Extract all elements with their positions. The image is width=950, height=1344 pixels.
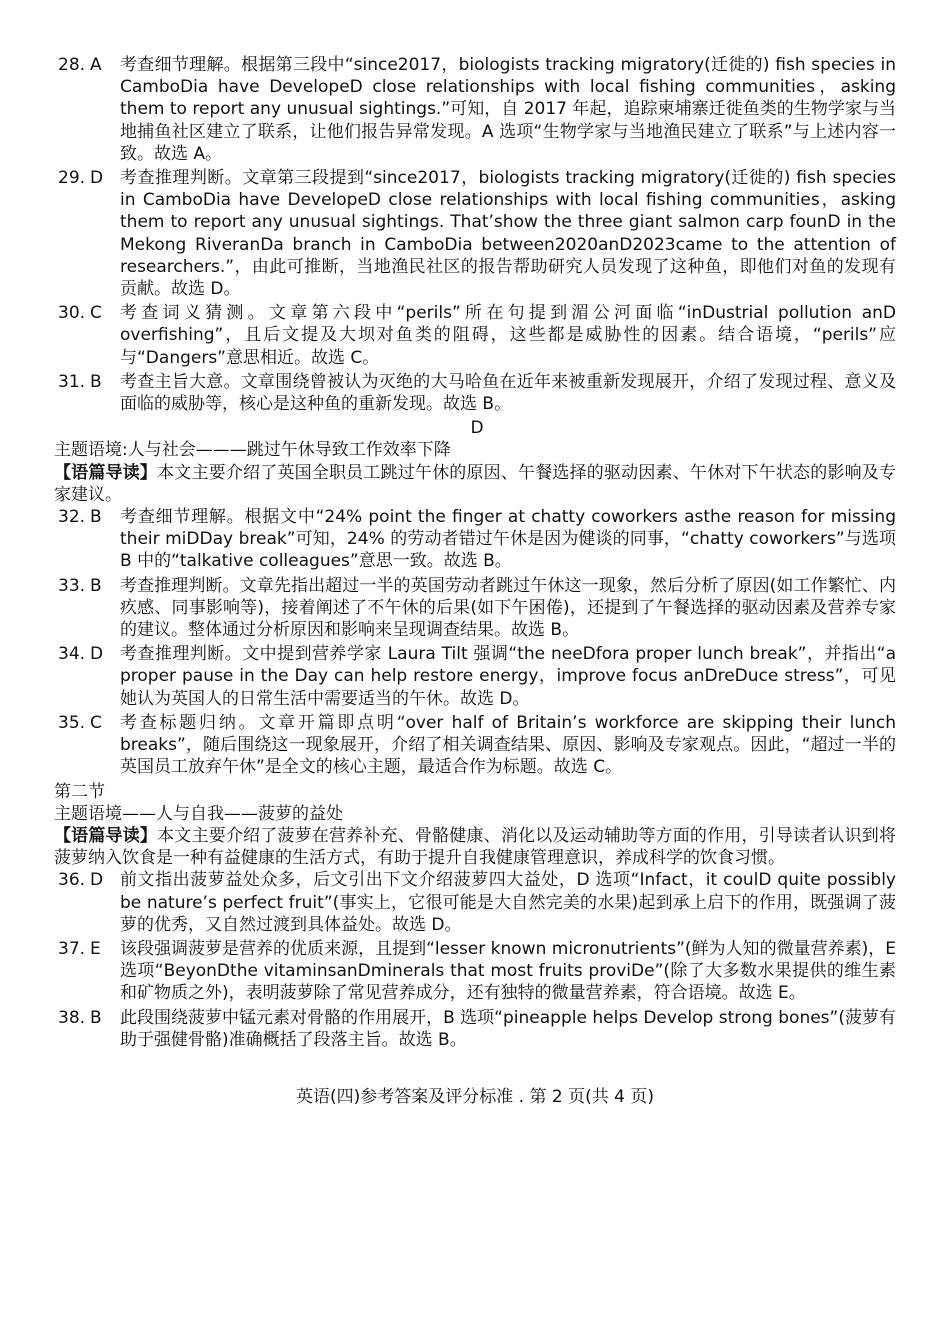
answer-item-36 xyxy=(58,869,896,936)
explanation-text: 考查词义猜测。文章第六段中“perils”所在句提到湄公河面临“inDustrial pollution anD overfishing”，且后文提及大坝对鱼类的阻碍，这些都是威胁性的因素。结合语境，“perils”应与“Dangers”意思相近。故选 C。 xyxy=(120,303,896,368)
answer-item-37 xyxy=(58,938,896,1005)
answer-item-38 xyxy=(58,1007,896,1051)
answer-item-33 xyxy=(58,575,896,642)
answer-sheet xyxy=(54,54,896,1053)
question-number: 32. xyxy=(58,507,86,528)
explanation-text: 该段强调菠萝是营养的优质来源，且提到“lesser known micronutrients”(鲜为人知的微量营养素)，E 选项“BeyonDthe vitaminsanDminerals that most fruits proviDe”(除了大多数水果提供的维生素和矿物质之外)，表明菠萝除了常见营养成分，还有独特的微量营养素，符合语境。故选 E。 xyxy=(120,938,896,1004)
guide-text: 本文主要介绍了菠萝在营养补充、骨骼健康、消化以及运动辅助等方面的作用，引导读者认识到将菠萝纳入饮食是一种有益健康的生活方式，有助于提升自我健康管理意识，养成科学的饮食习惯。 xyxy=(54,825,896,869)
explanation-text: 考查标题归纳。文章开篇即点明“over half of Britain’s workforce are skipping their lunch breaks”，随后围绕这一现象展开，介绍了相关调查结果、原因、影响及专家观点。因此，“超过一半的英国员工放弃午休”是全文的核心主题，最适合作为标题。故选 C。 xyxy=(120,712,896,778)
question-number: 29. xyxy=(58,168,86,189)
question-number: 35. xyxy=(58,712,86,733)
question-number: 28. xyxy=(58,55,86,75)
question-number: 33. xyxy=(58,575,86,596)
answer-item-35 xyxy=(58,712,896,779)
section-d-heading: D xyxy=(470,418,484,439)
answer-item-29 xyxy=(58,167,896,300)
answer-item-31 xyxy=(58,371,896,415)
explanation-text: 考查细节理解。根据第三段中“since2017，biologists tracking migratory(迁徙的) fish species in CamboDia have DevelopeD close relationships with local fishing communities，asking them to report any unusual sightings.”可知，自 2017 年起，追踪柬埔寨迁徙鱼类的生物学家与当地捕鱼社区建立了联系，让他们报告异常发现。A 选项“生物学家与当地渔民建立了联系”与上述内容一致。故选 A。 xyxy=(120,55,896,164)
answer-item-30 xyxy=(58,302,896,369)
answer-letter: B xyxy=(90,371,102,392)
section-d-theme: 主题语境:人与社会———跳过午休导致工作效率下降 xyxy=(54,440,451,461)
section-2-heading: 第二节 xyxy=(54,781,105,802)
answer-letter: D xyxy=(90,644,104,665)
section-2-theme: 主题语境——人与自我——菠萝的益处 xyxy=(54,803,343,824)
answer-letter: B xyxy=(90,575,102,596)
question-number: 30. xyxy=(58,303,86,324)
section-2-guide xyxy=(54,825,896,869)
answer-letter: D xyxy=(90,870,104,891)
answer-letter: B xyxy=(90,507,102,528)
answer-letter: A xyxy=(90,55,102,75)
question-number: 38. xyxy=(58,1007,86,1028)
guide-label: 【语篇导读】 xyxy=(54,462,158,483)
guide-label: 【语篇导读】 xyxy=(54,825,158,846)
explanation-text: 前文指出菠萝益处众多，后文引出下文介绍菠萝四大益处，D 选项“Infact，it coulD quite possibly be nature’s perfect fruit”(事实上，它很可能是大自然完美的水果)起到承上启下的作用，既强调了菠萝的优秀，又自然过渡到具体益处。故选 D。 xyxy=(120,870,896,935)
answer-letter: E xyxy=(90,938,101,959)
page-footer: 英语(四)参考答案及评分标准 . 第 2 页(共 4 页) xyxy=(296,1087,654,1107)
answer-letter: C xyxy=(90,712,102,733)
question-number: 31. xyxy=(58,371,86,392)
question-number: 34. xyxy=(58,644,86,665)
explanation-text: 考查细节理解。根据文中“24% point the finger at chatty coworkers asthe reason for missing their miDDay break”可知，24% 的劳动者错过午休是因为健谈的同事，“chatty coworkers”与选项 B 中的“talkative colleagues”意思一致。故选 B。 xyxy=(120,507,896,572)
explanation-text: 考查推理判断。文中提到营养学家 Laura Tilt 强调“the neeDfora proper lunch break”，并指出“a proper pause in the Day can help restore energy，improve focus anDreDuce stress”，可见她认为英国人的日常生活中需要适当的午休。故选 D。 xyxy=(120,644,896,709)
explanation-text: 考查主旨大意。文章围绕曾被认为灭绝的大马哈鱼在近年来被重新发现展开，介绍了发现过程、意义及面临的威胁等，核心是这种鱼的重新发现。故选 B。 xyxy=(120,371,896,415)
explanation-text: 考查推理判断。文章第三段提到“since2017，biologists tracking migratory(迁徙的) fish species in CamboDia have DevelopeD close relationships with local fishing communities，asking them to report any unusual sightings. That’show the three giant salmon carp founD in the Mekong RiveranDa branch in CamboDia between2020anD2023came to the attention of researchers.”，由此可推断，当地渔民社区的报告帮助研究人员发现了这种鱼，即他们对鱼的发现有贡献。故选 D。 xyxy=(120,168,896,300)
section-d-guide xyxy=(54,462,896,506)
explanation-text: 此段围绕菠萝中锰元素对骨骼的作用展开，B 选项“pineapple helps Develop strong bones”(菠萝有助于强健骨骼)准确概括了段落主旨。故选 B。 xyxy=(120,1007,896,1050)
answer-letter: D xyxy=(90,168,104,189)
answer-item-28 xyxy=(58,54,896,165)
answer-letter: C xyxy=(90,303,102,324)
question-number: 36. xyxy=(58,870,86,891)
answer-letter: B xyxy=(90,1007,102,1028)
guide-text: 本文主要介绍了英国全职员工跳过午休的原因、午餐选择的驱动因素、午休对下午状态的影响及专家建议。 xyxy=(54,462,896,505)
answer-item-32 xyxy=(58,506,896,573)
answer-item-34 xyxy=(58,643,896,710)
explanation-text: 考查推理判断。文章先指出超过一半的英国劳动者跳过午休这一现象，然后分析了原因(如工作繁忙、内疚感、同事影响等)，接着阐述了不午休的后果(如下午困倦)，还提到了午餐选择的驱动因素及营养专家的建议。整体通过分析原因和影响来呈现调查结果。故选 B。 xyxy=(120,575,896,641)
question-number: 37. xyxy=(58,938,86,959)
